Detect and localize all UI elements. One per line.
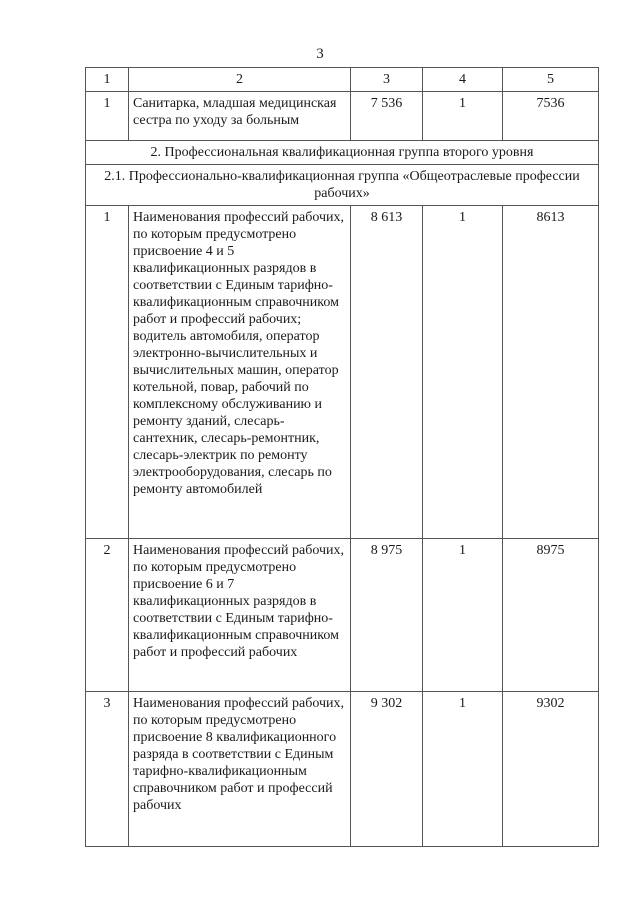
subsection-row (86, 165, 599, 206)
salary-total: 8613 (503, 206, 599, 539)
table-row (86, 92, 599, 141)
page-number: 3 (316, 46, 324, 62)
row-number: 3 (86, 692, 129, 847)
column-header: 3 (351, 68, 423, 92)
row-number: 2 (86, 539, 129, 692)
column-header: 5 (503, 68, 599, 92)
section-row (86, 141, 599, 165)
salary-total: 7536 (503, 92, 599, 141)
table-row (86, 692, 599, 847)
subsection-title: 2.1. Профессионально-квалификационная группа «Общеотраслевые профессии рабочих» (86, 165, 599, 206)
base-salary: 8 975 (351, 539, 423, 692)
position-name: Наименования профессий рабочих, по которым предусмотрено присвоение 6 и 7 квалификационных разрядов в соответствии с Единым тарифно-квалификационным справочником работ и профессий рабочих (129, 539, 351, 692)
position-name: Наименования профессий рабочих, по которым предусмотрено присвоение 8 квалификационного разряда в соответствии с Единым тарифно-квалификационным справочником работ и профессий рабочих (129, 692, 351, 847)
base-salary: 8 613 (351, 206, 423, 539)
salary-total: 9302 (503, 692, 599, 847)
table-row (86, 539, 599, 692)
coefficient: 1 (423, 206, 503, 539)
base-salary: 7 536 (351, 92, 423, 141)
salary-table (85, 67, 599, 847)
position-name: Наименования профессий рабочих, по которым предусмотрено присвоение 4 и 5 квалификационных разрядов в соответствии с Единым тарифно-квалификационным справочником работ и профессий рабочих; водитель автомобиля, оператор электронно-вычислительных и вычислительных машин, оператор котельной, повар, рабочий по комплексному обслуживанию и ремонту зданий, слесарь-сантехник, слесарь-ремонтник, слесарь-электрик по ремонту электрооборудования, слесарь по ремонту автомобилей (129, 206, 351, 539)
row-number: 1 (86, 92, 129, 141)
coefficient: 1 (423, 92, 503, 141)
table-row (86, 206, 599, 539)
position-name: Санитарка, младшая медицинская сестра по уходу за больным (129, 92, 351, 141)
base-salary: 9 302 (351, 692, 423, 847)
coefficient: 1 (423, 539, 503, 692)
section-title: 2. Профессиональная квалификационная группа второго уровня (86, 141, 599, 165)
column-header: 4 (423, 68, 503, 92)
column-header: 2 (129, 68, 351, 92)
table-header-row (86, 68, 599, 92)
coefficient: 1 (423, 692, 503, 847)
column-header: 1 (86, 68, 129, 92)
row-number: 1 (86, 206, 129, 539)
salary-total: 8975 (503, 539, 599, 692)
